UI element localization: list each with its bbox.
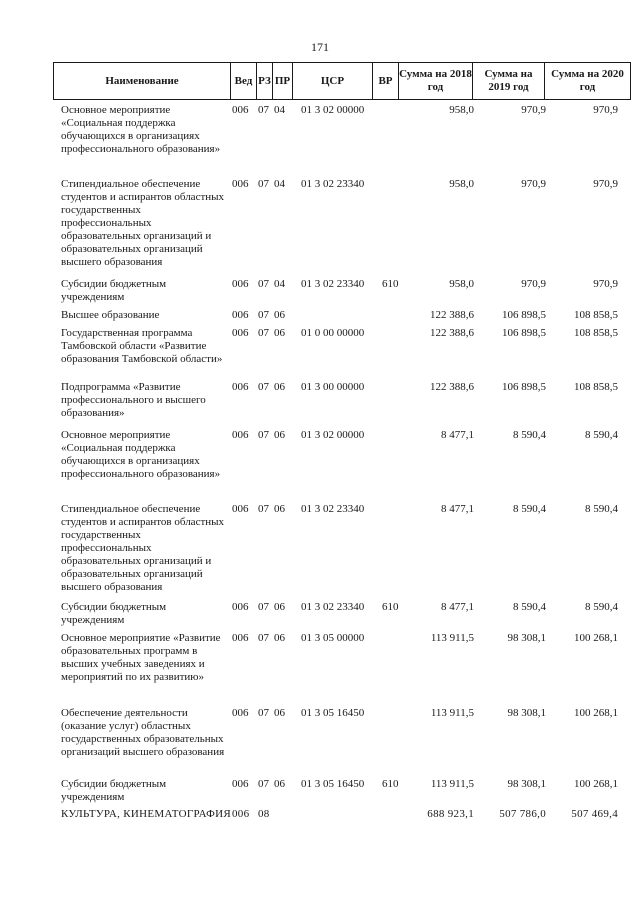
- row-name: Стипендиальное обеспечение студентов и аспирантов областных государственных профессиональных образовательных организаций и образовательных организаций высшего образования: [61, 503, 225, 593]
- row-pr: 06: [274, 632, 285, 644]
- row-ved: 006: [232, 309, 249, 321]
- row-csr: 01 0 00 00000: [301, 327, 365, 339]
- row-pr: 06: [274, 778, 285, 790]
- row-sum-2018: 958,0: [449, 178, 474, 190]
- row-sum-2018: 113 911,5: [430, 632, 474, 644]
- row-sum-2019: 106 898,5: [502, 327, 546, 339]
- row-vr: 610: [382, 601, 399, 613]
- row-csr: 01 3 00 00000: [301, 381, 365, 393]
- row-sum-2019: 8 590,4: [513, 429, 546, 441]
- row-sum-2019: 507 786,0: [499, 808, 546, 820]
- row-ved: 006: [232, 178, 249, 190]
- row-pr: 04: [274, 104, 285, 116]
- row-sum-2020: 108 858,5: [574, 327, 618, 339]
- row-pr: 06: [274, 381, 285, 393]
- row-sum-2018: 8 477,1: [441, 601, 474, 613]
- row-name: Государственная программа Тамбовской области «Развитие образования Тамбовской области»: [61, 327, 223, 365]
- row-vr: 610: [382, 278, 399, 290]
- row-rz: 07: [258, 601, 269, 613]
- row-sum-2019: 970,9: [521, 178, 546, 190]
- row-name: Субсидии бюджетным учреждениям: [61, 778, 167, 803]
- row-name: Основное мероприятие «Социальная поддержка обучающихся в организациях профессионального образования»: [61, 104, 221, 155]
- row-name: Стипендиальное обеспечение студентов и аспирантов областных государственных профессиональных образовательных организаций и образовательных организаций высшего образования: [61, 178, 225, 268]
- row-sum-2018: 8 477,1: [441, 503, 474, 515]
- row-sum-2019: 970,9: [521, 104, 546, 116]
- header-pr: ПР: [272, 63, 292, 99]
- row-sum-2018: 688 923,1: [427, 808, 474, 820]
- row-ved: 006: [232, 778, 249, 790]
- row-sum-2020: 970,9: [593, 278, 618, 290]
- row-sum-2018: 122 388,6: [430, 381, 474, 393]
- row-sum-2020: 970,9: [593, 104, 618, 116]
- row-pr: 04: [274, 178, 285, 190]
- row-sum-2019: 98 308,1: [507, 778, 546, 790]
- row-rz: 07: [258, 278, 269, 290]
- row-csr: 01 3 05 16450: [301, 778, 365, 790]
- row-sum-2020: 8 590,4: [585, 429, 618, 441]
- row-name: КУЛЬТУРА, КИНЕМАТОГРАФИЯ: [61, 808, 231, 820]
- row-sum-2019: 970,9: [521, 278, 546, 290]
- row-name: Основное мероприятие «Социальная поддержка обучающихся в организациях профессионального образования»: [61, 429, 221, 480]
- table-header: [53, 62, 631, 100]
- row-csr: 01 3 02 23340: [301, 178, 365, 190]
- row-sum-2020: 108 858,5: [574, 309, 618, 321]
- row-csr: 01 3 02 23340: [301, 601, 365, 613]
- row-rz: 07: [258, 778, 269, 790]
- row-rz: 07: [258, 327, 269, 339]
- row-sum-2018: 122 388,6: [430, 327, 474, 339]
- header-sum-2020: Сумма на 2020 год: [544, 63, 630, 99]
- row-sum-2020: 100 268,1: [574, 778, 618, 790]
- row-ved: 006: [232, 707, 249, 719]
- row-sum-2018: 958,0: [449, 278, 474, 290]
- row-pr: 06: [274, 429, 285, 441]
- row-pr: 06: [274, 601, 285, 613]
- row-sum-2018: 122 388,6: [430, 309, 474, 321]
- row-csr: 01 3 02 00000: [301, 429, 365, 441]
- row-ved: 006: [232, 104, 249, 116]
- row-name: Высшее образование: [61, 309, 160, 321]
- row-name: Подпрограмма «Развитие профессионального и высшего образования»: [61, 381, 206, 419]
- row-rz: 08: [258, 808, 270, 820]
- row-ved: 006: [232, 503, 249, 515]
- row-sum-2019: 8 590,4: [513, 601, 546, 613]
- row-rz: 07: [258, 429, 269, 441]
- row-sum-2018: 113 911,5: [430, 707, 474, 719]
- header-sum-2019: Сумма на 2019 год: [472, 63, 544, 99]
- row-csr: 01 3 02 00000: [301, 104, 365, 116]
- row-sum-2019: 8 590,4: [513, 503, 546, 515]
- row-sum-2018: 113 911,5: [430, 778, 474, 790]
- row-ved: 006: [232, 278, 249, 290]
- row-sum-2018: 8 477,1: [441, 429, 474, 441]
- header-vr: ВР: [372, 63, 398, 99]
- header-sum-2018: Сумма на 2018 год: [398, 63, 472, 99]
- row-sum-2018: 958,0: [449, 104, 474, 116]
- row-sum-2019: 98 308,1: [507, 707, 546, 719]
- row-name: Основное мероприятие «Развитие образовательных программ в высших учебных заведениях и мероприятий по их развитию»: [61, 632, 221, 683]
- page-number: 171: [311, 40, 329, 54]
- row-csr: 01 3 05 00000: [301, 632, 365, 644]
- row-pr: 06: [274, 707, 285, 719]
- row-sum-2020: 8 590,4: [585, 601, 618, 613]
- row-csr: 01 3 05 16450: [301, 707, 365, 719]
- row-ved: 006: [232, 632, 249, 644]
- row-sum-2020: 970,9: [593, 178, 618, 190]
- row-ved: 006: [232, 808, 250, 820]
- row-sum-2019: 98 308,1: [507, 632, 546, 644]
- row-pr: 04: [274, 278, 285, 290]
- row-rz: 07: [258, 178, 269, 190]
- row-rz: 07: [258, 381, 269, 393]
- row-rz: 07: [258, 707, 269, 719]
- row-pr: 06: [274, 309, 285, 321]
- row-name: Субсидии бюджетным учреждениям: [61, 278, 167, 303]
- row-name: Субсидии бюджетным учреждениям: [61, 601, 167, 626]
- header-rz: РЗ: [256, 63, 272, 99]
- row-csr: 01 3 02 23340: [301, 503, 365, 515]
- row-ved: 006: [232, 601, 249, 613]
- row-ved: 006: [232, 381, 249, 393]
- header-name: Наименование: [105, 74, 179, 87]
- header-ved: Вед: [230, 63, 256, 99]
- row-pr: 06: [274, 327, 285, 339]
- row-name: Обеспечение деятельности (оказание услуг) областных государственных образовательных организаций высшего образования: [61, 707, 225, 758]
- row-sum-2020: 100 268,1: [574, 707, 618, 719]
- row-sum-2019: 106 898,5: [502, 381, 546, 393]
- row-rz: 07: [258, 104, 269, 116]
- row-sum-2020: 108 858,5: [574, 381, 618, 393]
- row-rz: 07: [258, 309, 269, 321]
- row-vr: 610: [382, 778, 399, 790]
- row-pr: 06: [274, 503, 285, 515]
- row-sum-2020: 100 268,1: [574, 632, 618, 644]
- row-rz: 07: [258, 632, 269, 644]
- row-ved: 006: [232, 429, 249, 441]
- header-csr: ЦСР: [292, 63, 372, 99]
- row-ved: 006: [232, 327, 249, 339]
- row-sum-2020: 8 590,4: [585, 503, 618, 515]
- row-sum-2020: 507 469,4: [571, 808, 618, 820]
- row-sum-2019: 106 898,5: [502, 309, 546, 321]
- row-rz: 07: [258, 503, 269, 515]
- row-csr: 01 3 02 23340: [301, 278, 365, 290]
